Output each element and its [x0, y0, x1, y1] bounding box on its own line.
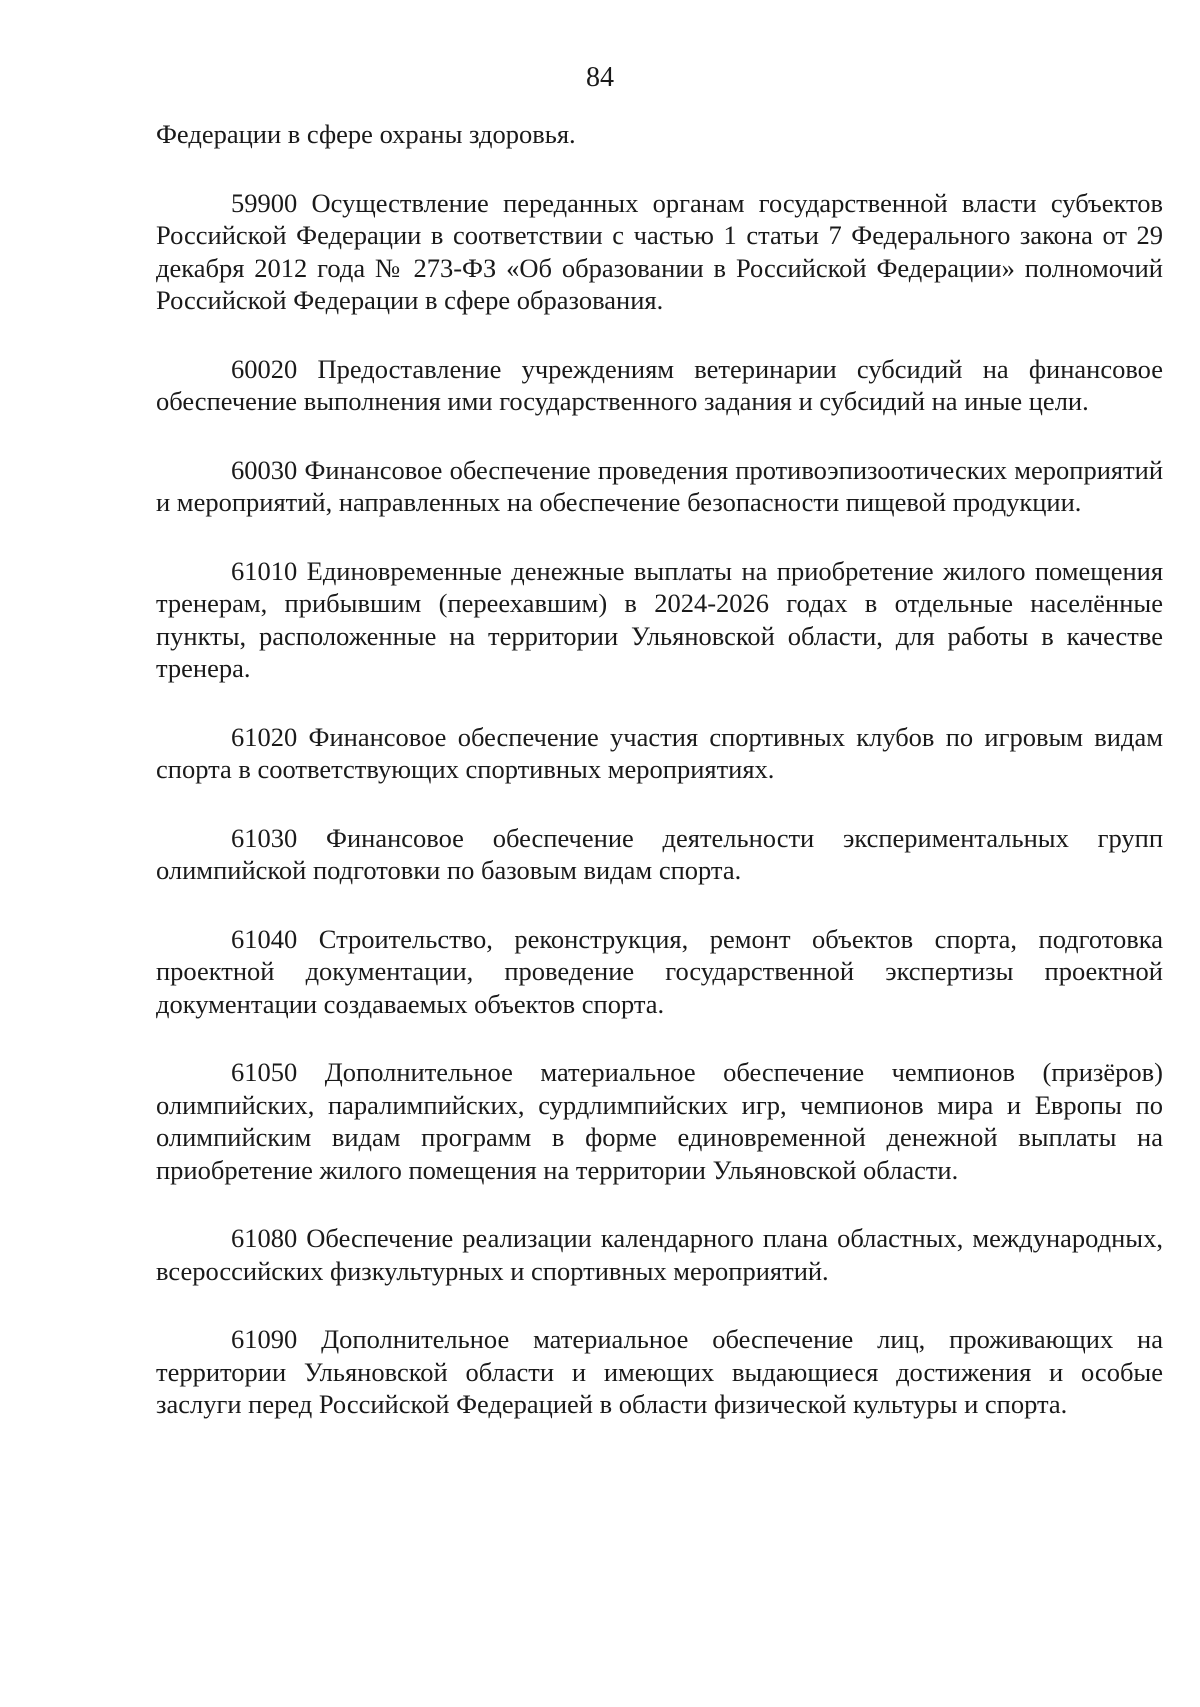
- classification-description: Дополнительное материальное обеспечение чемпионов (призёров) олимпийских, паралимпийских, сурдлимпийских игр, чемпионов мира и Европы по олимпийским видам программ в форме единовременной денежной выплаты на приобретение жилого помещения на территории Ульяновской области.: [156, 1057, 1163, 1185]
- classification-paragraph-60020: [156, 353, 1163, 418]
- classification-description: Финансовое обеспечение участия спортивных клубов по игровым видам спорта в соответствующих спортивных мероприятиях.: [156, 721, 1164, 784]
- classification-code: 60030: [231, 454, 298, 485]
- classification-description: Строительство, реконструкция, ремонт объектов спорта, подготовка проектной документации, проведение государственной экспертизы проектной документации создаваемых объектов спорта.: [156, 923, 1163, 1019]
- classification-code: 61050: [231, 1057, 298, 1087]
- document-body: [156, 118, 1163, 1457]
- classification-paragraph-61010: [156, 555, 1163, 685]
- classification-description: Финансовое обеспечение деятельности экспериментальных групп олимпийской подготовки по базовым видам спорта.: [156, 822, 1163, 885]
- classification-code: 61020: [231, 721, 298, 752]
- classification-code: 61080: [231, 1223, 298, 1253]
- classification-code: 61040: [231, 923, 298, 954]
- classification-paragraph-61040: [156, 923, 1163, 1021]
- classification-paragraph-61030: [156, 822, 1163, 887]
- classification-paragraph-61090: [156, 1323, 1163, 1421]
- continuation-text: Федерации в сфере охраны здоровья.: [156, 119, 576, 149]
- classification-paragraph-60030: [156, 454, 1163, 519]
- classification-paragraph-61020: [156, 721, 1163, 786]
- classification-paragraph-61050: [156, 1056, 1163, 1186]
- page-number: 84: [586, 62, 614, 93]
- classification-code: 61010: [231, 555, 298, 586]
- classification-code: 61030: [231, 822, 298, 853]
- classification-description: Дополнительное материальное обеспечение лиц, проживающих на территории Ульяновской области и имеющих выдающиеся достижения и особые заслуги перед Российской Федерацией в области физической культуры и спорта.: [156, 1324, 1163, 1419]
- classification-description: Осуществление переданных органам государственной власти субъектов Российской Федерации в соответствии с частью 1 статьи 7 Федерального закона от 29 декабря 2012 года № 273-ФЗ «Об образовании в Российской Федерации» полномочий Российской Федерации в сфере образования.: [156, 187, 1163, 315]
- classification-description: Обеспечение реализации календарного плана областных, международных, всероссийских физкультурных и спортивных мероприятий.: [156, 1223, 1163, 1286]
- classification-code: 59900: [231, 187, 298, 218]
- classification-paragraph-61080: [156, 1222, 1163, 1287]
- classification-code: 60020: [231, 353, 298, 384]
- classification-description: Единовременные денежные выплаты на приобретение жилого помещения тренерам, прибывшим (переехавшим) в 2024-2026 годах в отдельные населённые пункты, расположенные на территории Ульяновской области, для работы в качестве тренера.: [156, 555, 1164, 683]
- continuation-paragraph: [156, 118, 1163, 151]
- classification-description: Предоставление учреждениям ветеринарии субсидий на финансовое обеспечение выполнения ими государственного задания и субсидий на иные цели.: [156, 353, 1164, 416]
- classification-paragraph-59900: [156, 187, 1163, 317]
- classification-description: Финансовое обеспечение проведения противоэпизоотических мероприятий и мероприятий, направленных на обеспечение безопасности пищевой продукции.: [156, 454, 1164, 517]
- classification-code: 61090: [231, 1324, 298, 1354]
